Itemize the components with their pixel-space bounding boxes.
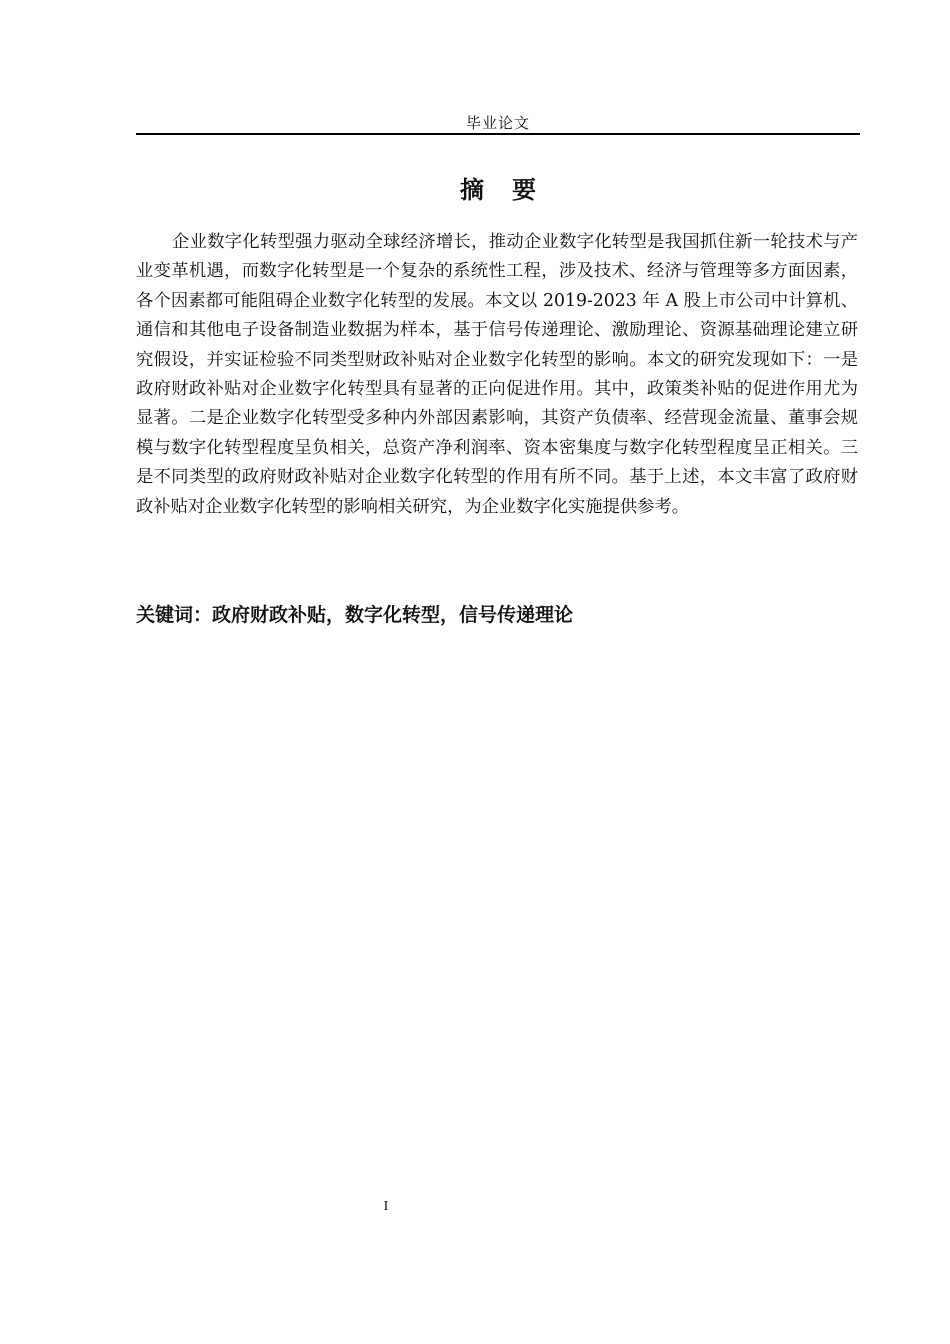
keywords-line: 关键词：政府财政补贴，数字化转型，信号传递理论	[136, 604, 574, 626]
abstract-paragraph: 企业数字化转型强力驱动全球经济增长，推动企业数字化转型是我国抓住新一轮技术与产业变革机遇，而数字化转型是一个复杂的系统性工程，涉及技术、经济与管理等多方面因素，各个因素都可能阻碍企业数字化转型的发展。本文以 2019-2023 年 A 股上市公司中计算机、通信和其他电子设备制造业数据为样本，基于信号传递理论、激励理论、资源基础理论建立研究假设，并实证检验不同类型财政补贴对企业数字化转型的影响。本文的研究发现如下：一是政府财政补贴对企业数字化转型具有显著的正向促进作用。其中，政策类补贴的促进作用尤为显著。二是企业数字化转型受多种内外部因素影响，其资产负债率、经营现金流量、董事会规模与数字化转型程度呈负相关，总资产净利润率、资本密集度与数字化转型程度呈正相关。三是不同类型的政府财政补贴对企业数字化转型的作用有所不同。基于上述，本文丰富了政府财政补贴对企业数字化转型的影响相关研究，为企业数字化实施提供参考。	[136, 232, 858, 517]
abstract-title: 摘要	[460, 176, 564, 204]
running-header: 毕业论文	[465, 114, 530, 132]
header-rule	[136, 133, 860, 135]
page-number: I	[383, 1199, 389, 1214]
